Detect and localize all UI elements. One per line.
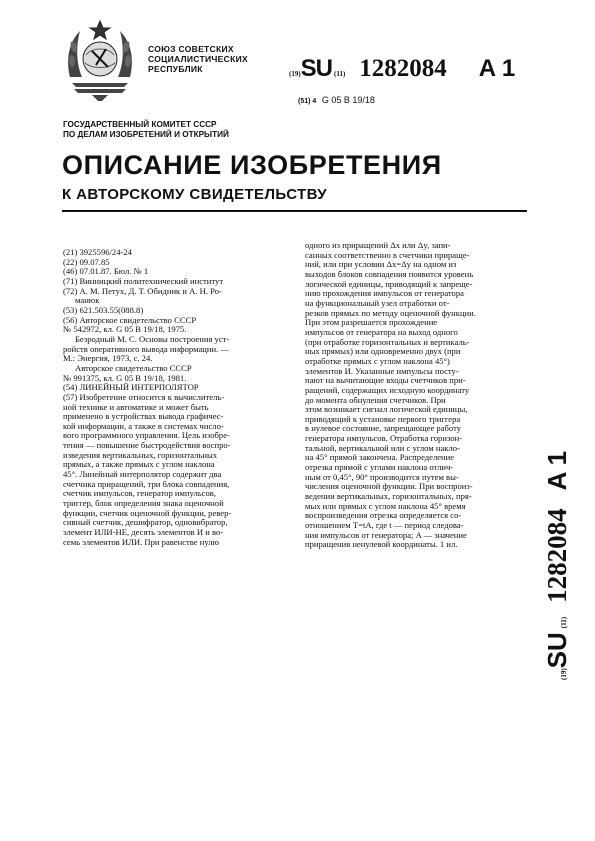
abstract-line: импульсов от генератора на выход одного — [305, 326, 458, 337]
abstract-line: вого программного управления. Цель изобре- — [63, 430, 230, 441]
abstract-line: числения оценочной функции. При воспроиз- — [305, 481, 473, 492]
side-country-code: SU — [542, 632, 572, 669]
abstract-line: отработке прямых с углом наклона 45°) — [305, 355, 450, 366]
abstract-line: санных соответственно в счетчики прираще- — [305, 249, 470, 260]
committee-line: ГОСУДАРСТВЕННЫЙ КОМИТЕТ СССР — [63, 120, 217, 129]
abstract-line: этом возникает сигнал логической единицы, — [305, 404, 468, 415]
abstract-line: прямых, а также прямых с углом наклона — [63, 459, 215, 470]
abstract-line: выходов блоков совпадения появится уровень — [305, 268, 474, 279]
abstract-line: на функциональный узел отработки от- — [305, 297, 450, 308]
biblio-line: (46) 07.01.87. Бюл. № 1 — [63, 266, 149, 277]
ussr-emblem-icon — [62, 17, 138, 101]
abstract-line: ний, или при условии Δx=Δy на одном из — [305, 259, 457, 270]
abstract-line: ния импульсов от генератора; A — значение — [305, 529, 467, 540]
abstract-line: в нулевое состояние, запрещающее работу — [305, 423, 462, 434]
abstract-line: тальной, вертикальной или с углом накло- — [305, 442, 460, 453]
abstract-line: 45°. Линейный интерполятор содержит два — [63, 469, 222, 480]
union-name — [148, 44, 248, 74]
patent-number-header — [289, 55, 515, 83]
abstract-line: счетчик импульсов, генератор импульсов, — [63, 488, 216, 499]
abstract-line: пают на вычитающие входы счетчиков при- — [305, 375, 466, 386]
abstract-line: семь элементов ИЛИ. При равенстве нулю — [63, 536, 219, 547]
side-code-11: (11) — [560, 616, 568, 629]
union-line: СОЮЗ СОВЕТСКИХ — [148, 44, 234, 54]
kind-code: A 1 — [478, 55, 516, 82]
biblio-line: ройств оперативного вывода информации. — — [63, 343, 229, 354]
side-patent-stamp — [534, 400, 584, 680]
abstract-line: сивный счетчик, дешифратор, одновибратор, — [63, 517, 228, 528]
country-code: SU — [300, 55, 333, 82]
abstract-line: на 45° прямой закончена. Распределение — [305, 452, 455, 463]
abstract-line: логической единицы, приводящий к запреще- — [305, 278, 473, 289]
side-kind-code: A 1 — [542, 450, 572, 491]
abstract-line: (при отработке горизонтальных и вертикаль- — [305, 336, 470, 347]
abstract-line: приводящий к установке первого триггера — [305, 413, 461, 424]
document-subtitle: К АВТОРСКОМУ СВИДЕТЕЛЬСТВУ — [62, 186, 328, 203]
abstract-line: генератора импульсов. Отработка горизон- — [305, 433, 463, 444]
abstract-line: функции, счетчик оценочной функции, ревер- — [63, 507, 232, 518]
abstract-line: ным от 0,45°, 90° производится путем вы- — [305, 471, 459, 482]
abstract-line: одного из приращений Δx или Δy, запи- — [305, 240, 451, 250]
abstract-line: отрезка прямой с углами наклона отлич- — [305, 462, 454, 473]
code-51: (51) 4 — [298, 98, 317, 105]
abstract-line: элементов И. Указанные импульсы посту- — [305, 365, 459, 376]
biblio-line: Безродный М. С. Основы построения уст- — [75, 333, 230, 344]
biblio-line: (22) 09.07.85 — [63, 256, 110, 267]
abstract-continuation-column — [305, 241, 527, 550]
title-divider — [62, 210, 527, 212]
biblio-line: № 991375, кл. G 05 B 19/18, 1981. — [63, 372, 187, 383]
abstract-line: счетчика приращений, три блока совпадения, — [63, 478, 230, 489]
abstract-line: отношением T=tA, где t — период следова- — [305, 520, 464, 531]
abstract-line: мых или прямых с углом наклона 45° время — [305, 500, 466, 511]
abstract-line: ной технике и автоматике и может быть — [63, 401, 209, 412]
side-code-19: (19) — [560, 668, 568, 680]
biblio-line: манюк — [75, 295, 100, 306]
abstract-line: ведении вертикальных, горизонтальных, пря- — [305, 491, 472, 502]
abstract-line: резков прямых по методу оценочной функции. — [305, 307, 476, 318]
biblio-line: (72) А. М. Петух, Д. Т. Обидник и А. Н. Ро- — [63, 285, 222, 296]
abstract-line: ных прямых) или одновременно двух (при — [305, 346, 461, 357]
invention-title: (54) ЛИНЕЙНЫЙ ИНТЕРПОЛЯТОР — [63, 382, 199, 393]
biblio-line: М.: Энергия, 1973, с. 24. — [63, 353, 153, 364]
code-11: (11) — [334, 70, 346, 78]
ipc-classification — [298, 95, 375, 105]
union-line: РЕСПУБЛИК — [148, 64, 203, 74]
abstract-line: нию прохождения импульсов от генератора — [305, 288, 464, 299]
abstract-line: воспроизведения отрезка определяется со- — [305, 510, 462, 521]
patent-number: 1282084 — [359, 55, 447, 82]
abstract-line: кой информации, а также в системах число- — [63, 420, 224, 431]
abstract-line: применено в устройствах вывода графичес- — [63, 411, 224, 422]
abstract-line: (57) Изобретение относится к вычислитель- — [63, 391, 225, 402]
bibliographic-column — [63, 248, 291, 547]
abstract-line: При этом разрешается прохождение — [305, 317, 438, 328]
ipc-code: G 05 B 19/18 — [321, 95, 375, 105]
biblio-line: Авторское свидетельство СССР — [75, 362, 192, 373]
biblio-line: (53) 621.503.55(088.8) — [63, 304, 144, 315]
biblio-line: (56) Авторское свидетельство СССР — [63, 314, 197, 325]
side-patent-number: 1282084 — [542, 508, 572, 603]
biblio-line: (21) 3925596/24-24 — [63, 247, 132, 257]
abstract-line: элемент ИЛИ-НЕ, десять элементов И и во- — [63, 527, 224, 538]
abstract-line: изведения вертикальных, горизонтальных — [63, 449, 218, 460]
abstract-line: ращений, содержащих исходную координату — [305, 384, 470, 395]
abstract-line: тения — повышение быстродействия воспро- — [63, 440, 231, 451]
code-19: (19) — [289, 70, 301, 78]
biblio-line: (71) Винницкий политехнический институт — [63, 275, 224, 286]
committee-line: ПО ДЕЛАМ ИЗОБРЕТЕНИЙ И ОТКРЫТИЙ — [63, 130, 229, 139]
biblio-line: № 542972, кл. G 05 B 19/18, 1975. — [63, 324, 187, 335]
abstract-line: триггер, блок определения знака оценочной — [63, 498, 224, 509]
abstract-line: до момента обнуления счетчиков. При — [305, 394, 446, 405]
union-line: СОЦИАЛИСТИЧЕСКИХ — [148, 54, 248, 64]
state-committee — [63, 120, 229, 140]
document-title: ОПИСАНИЕ ИЗОБРЕТЕНИЯ — [62, 150, 442, 180]
abstract-line: приращения ненулевой координаты. 1 ил. — [305, 539, 458, 550]
